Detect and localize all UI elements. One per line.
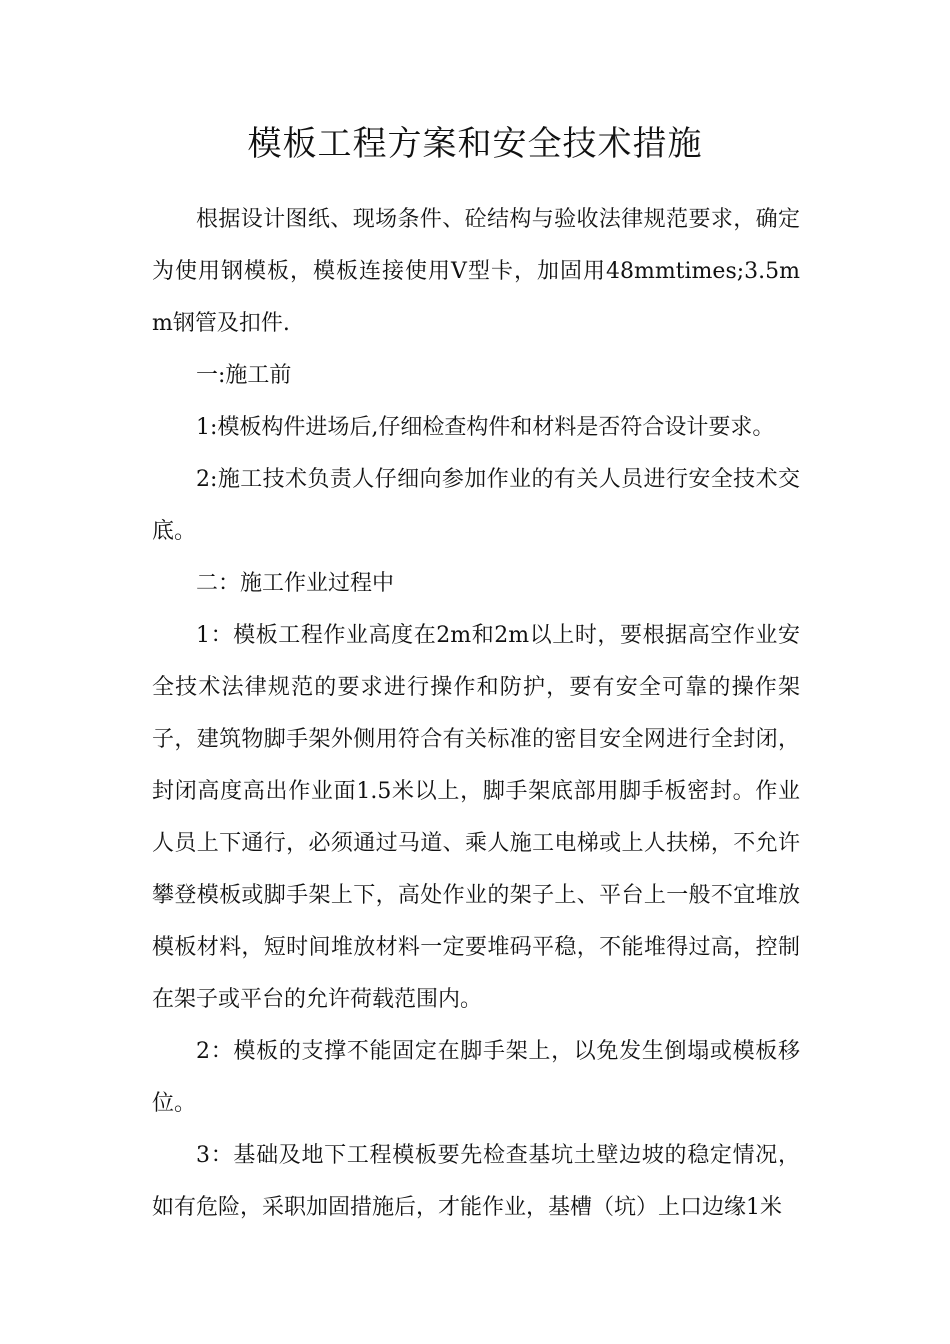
paragraph-item: 1:模板构件进场后,仔细检查构件和材料是否符合设计要求。	[196, 415, 775, 440]
section-heading-during-construction: 二：施工作业过程中	[196, 571, 395, 596]
paragraph-item: 2：模板的支撑不能固定在脚手架上，以免发生倒塌或模板移位。	[152, 1039, 800, 1116]
paragraph-item: 3：基础及地下工程模板要先检查基坑土壁边坡的稳定情况，如有危险，采职加固措施后，才能作业，基槽（坑）上口边缘1米	[152, 1143, 800, 1220]
paragraph-intro: 根据设计图纸、现场条件、砼结构与验收法律规范要求，确定为使用钢模板，模板连接使用V型卡，加固用48mmtimes;3.5mm钢管及扣件.	[152, 207, 800, 336]
section-heading-before-construction: 一:施工前	[196, 363, 292, 388]
paragraph-item: 1：模板工程作业高度在2m和2m以上时，要根据高空作业安全技术法律规范的要求进行操作和防护，要有安全可靠的操作架子，建筑物脚手架外侧用符合有关标准的密目安全网进行全封闭，封闭高度高出作业面1.5米以上，脚手架底部用脚手板密封。作业人员上下通行，必须通过马道、乘人施工电梯或上人扶梯，不允许攀登模板或脚手架上下，高处作业的架子上、平台上一般不宜堆放模板材料，短时间堆放材料一定要堆码平稳，不能堆得过高，控制在架子或平台的允许荷载范围内。	[152, 623, 800, 1012]
document-body	[152, 194, 800, 1234]
paragraph-item: 2:施工技术负责人仔细向参加作业的有关人员进行安全技术交底。	[152, 467, 800, 544]
document-title: 模板工程方案和安全技术措施	[247, 124, 703, 164]
